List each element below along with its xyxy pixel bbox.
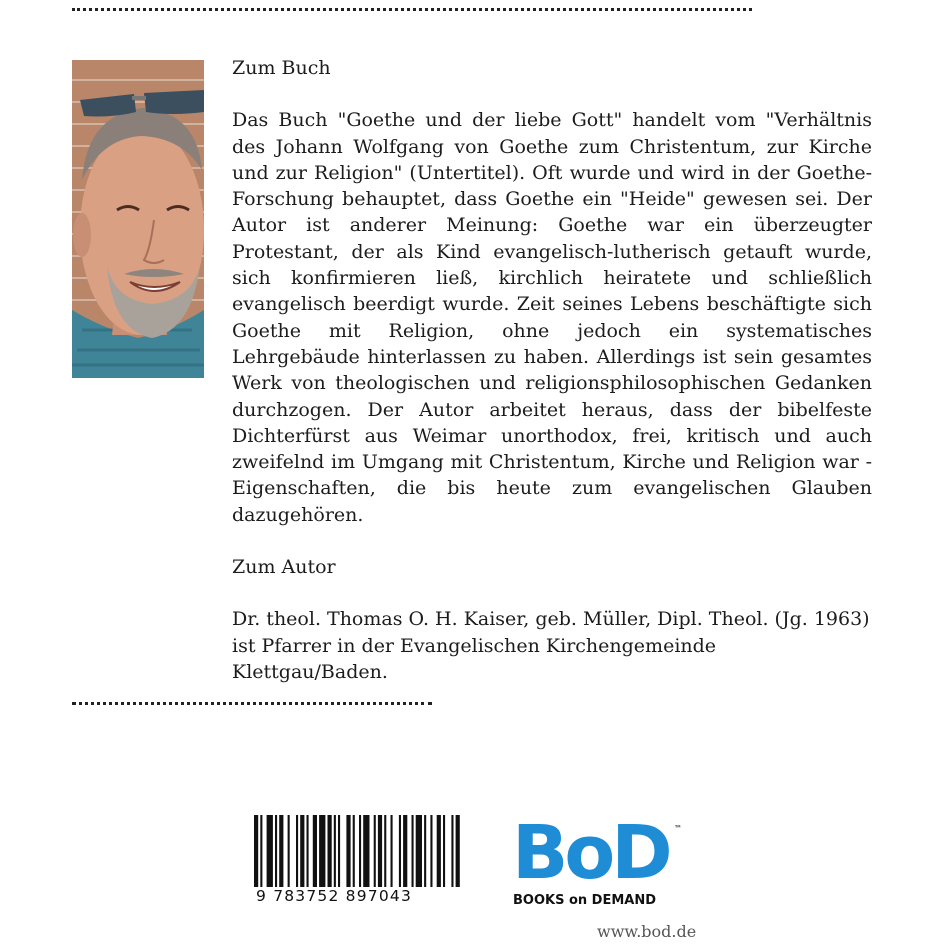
barcode-bar bbox=[391, 815, 393, 895]
about-author-line-1: Dr. theol. Thomas O. H. Kaiser, geb. Müller, Dipl. Theol. (Jg. 1963) bbox=[232, 608, 870, 631]
publisher-url: www.bod.de bbox=[597, 922, 697, 941]
author-photo bbox=[72, 60, 204, 378]
barcode-bar bbox=[307, 815, 309, 895]
barcode-bar bbox=[399, 815, 401, 895]
barcode-bar bbox=[260, 815, 262, 895]
barcode-bar bbox=[328, 815, 332, 895]
barcode-bar bbox=[451, 815, 453, 895]
barcode-bar bbox=[443, 815, 445, 895]
bottom-dotted-divider bbox=[72, 702, 432, 705]
top-dotted-divider bbox=[72, 8, 752, 11]
barcode-bar bbox=[363, 815, 369, 895]
barcode-bar bbox=[378, 815, 382, 895]
isbn-number: 9 783752 897043 bbox=[254, 887, 463, 905]
bod-tagline: BOOKS on DEMAND bbox=[513, 893, 657, 908]
about-author-heading: Zum Autor bbox=[232, 556, 336, 579]
barcode-bar bbox=[374, 815, 376, 895]
barcode-bar bbox=[412, 815, 414, 895]
barcode-bar bbox=[416, 815, 422, 895]
barcode-bar bbox=[288, 815, 290, 895]
barcode-bar bbox=[353, 815, 355, 895]
barcode-bar bbox=[346, 815, 350, 895]
barcode-bar bbox=[267, 815, 273, 895]
barcode-bar bbox=[338, 815, 340, 895]
barcode-bar bbox=[403, 815, 407, 895]
bod-wordmark: BoD bbox=[512, 810, 669, 896]
barcode-bar bbox=[430, 815, 432, 895]
barcode-bar bbox=[319, 815, 325, 895]
barcode-bar bbox=[334, 815, 336, 895]
about-book-heading: Zum Buch bbox=[232, 57, 331, 79]
barcode-bar bbox=[254, 815, 258, 895]
trademark-symbol: ™ bbox=[674, 824, 682, 833]
barcode-bar bbox=[456, 815, 460, 895]
barcode-bar bbox=[384, 815, 386, 895]
barcode-bar bbox=[424, 815, 426, 895]
about-book-paragraph: Das Buch "Goethe und der liebe Gott" handelt vom "Verhältnis des Johann Wolfgang von Goethe zum Christentum, zur Kirche und zur Religion" (Untertitel). Oft wurde und wird in der Goethe-Forschung behauptet, dass Goethe ein "Heide" gewesen sei. Der Autor ist anderer Meinung: Goethe war ein überzeugter Protestant, der als Kind evangelisch-lutherisch getauft wurde, sich konfirmieren ließ, kirchlich heiratete und schließlich evangelisch beerdigt wurde. Zeit seines Lebens beschäftigte sich Goethe mit Religion, ohne jedoch ein systematisches Lehrgebäude hinterlassen zu haben. Allerdings ist sein gesamtes Werk von theologischen und religionsphilosophischen Gedanken durchzogen. Der Autor arbeitet heraus, dass der bibelfeste Dichterfürst aus Weimar unorthodox, frei, kritisch und auch zweifelnd im Umgang mit Christentum, Kirche und Religion war - Eigenschaften, die bis heute zum evangelischen Glauben dazugehören. bbox=[232, 109, 872, 526]
barcode-bar bbox=[359, 815, 361, 895]
barcode-bar bbox=[275, 815, 277, 895]
barcode-bar bbox=[296, 815, 298, 895]
bod-logo bbox=[512, 810, 692, 915]
barcode-bars bbox=[252, 815, 462, 895]
back-cover-text bbox=[232, 55, 872, 685]
barcode-bar bbox=[313, 815, 317, 895]
barcode-bar bbox=[279, 815, 283, 895]
barcode-bar bbox=[437, 815, 441, 895]
barcode-bar bbox=[300, 815, 304, 895]
about-author-line-2: ist Pfarrer in der Evangelischen Kirchengemeinde Klettgau/Baden. bbox=[232, 634, 717, 683]
